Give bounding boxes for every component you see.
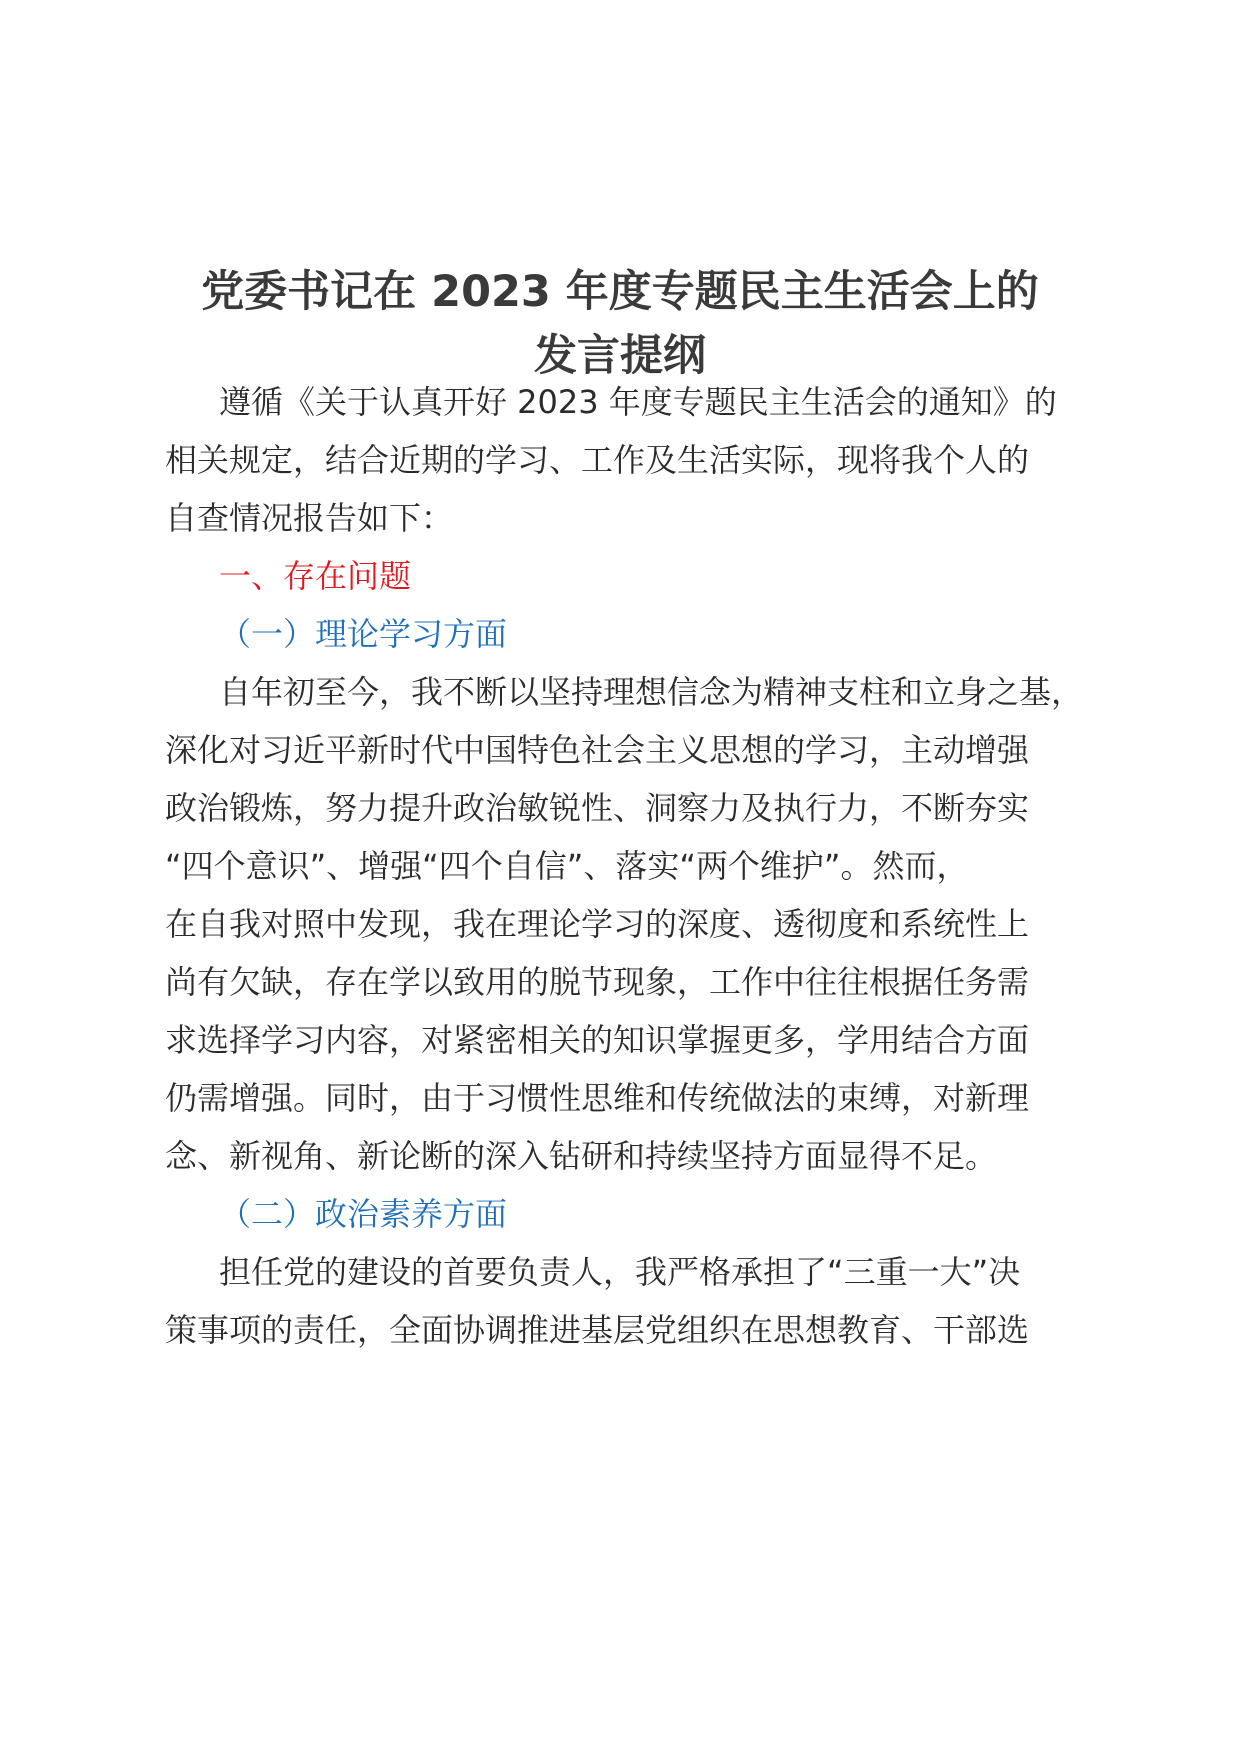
paragraph-line: “四个意识”、增强“四个自信”、落实“两个维护”。然而， <box>165 847 969 885</box>
title-line-1: 党委书记在 2023 年度专题民主生活会上的 <box>201 267 1039 317</box>
intro-line-3: 自查情况报告如下： <box>165 499 454 537</box>
paragraph-line: 仍需增强。同时，由于习惯性思维和传统做法的束缚，对新理 <box>165 1079 1030 1117</box>
paragraph-line: 政治锻炼，努力提升政治敏锐性、洞察力及执行力，不断夯实 <box>165 789 1030 827</box>
paragraph-line: 自年初至今，我不断以坚持理想信念为精神支柱和立身之基， <box>219 673 1084 711</box>
title-line-2: 发言提纲 <box>534 331 706 381</box>
paragraph-line: 在自我对照中发现，我在理论学习的深度、透彻度和系统性上 <box>165 905 1030 943</box>
paragraph-line: 策事项的责任，全面协调推进基层党组织在思想教育、干部选 <box>165 1311 1030 1349</box>
intro-line-1: 遵循《关于认真开好 2023 年度专题民主生活会的通知》的 <box>219 383 1057 421</box>
paragraph-line: 深化对习近平新时代中国特色社会主义思想的学习，主动增强 <box>165 731 1030 769</box>
document-title <box>150 260 1090 388</box>
paragraph-line: 担任党的建设的首要负责人，我严格承担了“三重一大”决 <box>219 1253 1021 1291</box>
paragraph-line: 念、新视角、新论断的深入钻研和持续坚持方面显得不足。 <box>165 1137 998 1175</box>
subheading-theory-study: （一）理论学习方面 <box>219 615 508 653</box>
paragraph-line: 尚有欠缺，存在学以致用的脱节现象，工作中往往根据任务需 <box>165 963 1030 1001</box>
section-heading-problems: 一、存在问题 <box>219 557 412 595</box>
subheading-political-quality: （二）政治素养方面 <box>219 1195 508 1233</box>
paragraph-line: 求选择学习内容，对紧密相关的知识掌握更多，学用结合方面 <box>165 1021 1030 1059</box>
intro-line-2: 相关规定，结合近期的学习、工作及生活实际，现将我个人的 <box>165 441 1030 479</box>
